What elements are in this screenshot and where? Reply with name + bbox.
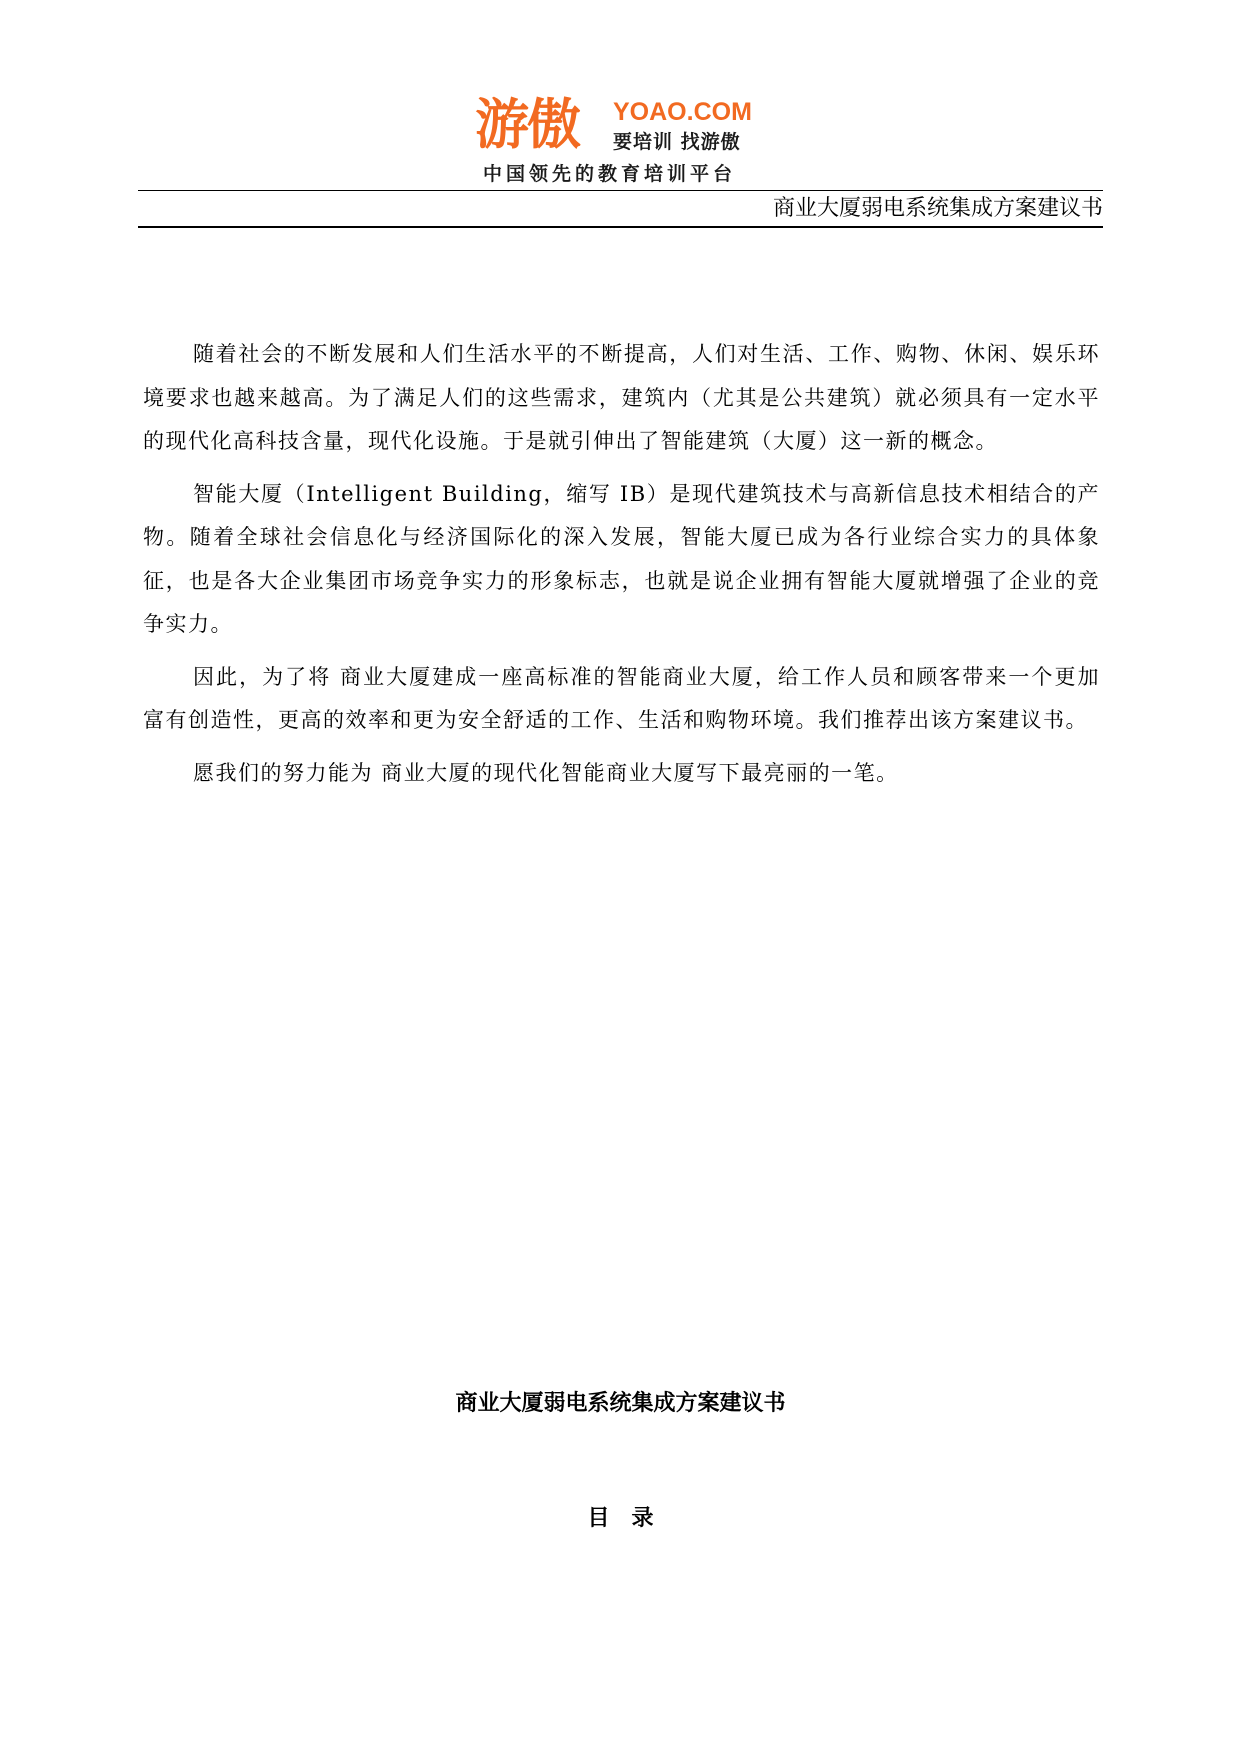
logo-row bbox=[475, 94, 765, 156]
logo-brand-name: 游傲 bbox=[475, 93, 579, 156]
brand-logo bbox=[475, 94, 765, 188]
table-of-contents-heading: 目录 bbox=[587, 1505, 676, 1532]
logo-tagline: 中国领先的教育培训平台 bbox=[483, 163, 737, 185]
paragraph-closing: 愿我们的努力能为 商业大厦的现代化智能商业大厦写下最亮丽的一笔。 bbox=[193, 760, 899, 785]
running-header-title: 商业大厦弱电系统集成方案建议书 bbox=[772, 196, 1103, 221]
paragraph-purpose: 因此，为了将 商业大厦建成一座高标准的智能商业大厦，给工作人员和顾客带来一个更加富有创造性，更高的效率和更为安全舒适的工作、生活和购物环境。我们推荐出该方案建议书。 bbox=[143, 664, 1100, 732]
header-rule-top bbox=[138, 190, 1103, 191]
logo-slogan: 要培训 找游傲 bbox=[613, 131, 741, 153]
header-rule-bottom bbox=[138, 226, 1103, 228]
paragraph-intro: 随着社会的不断发展和人们生活水平的不断提高，人们对生活、工作、购物、休闲、娱乐环境要求也越来越高。为了满足人们的这些需求，建筑内（尤其是公共建筑）就必须具有一定水平的现代化高科技含量，现代化设施。于是就引伸出了智能建筑（大厦）这一新的概念。 bbox=[143, 342, 1100, 453]
document-title: 商业大厦弱电系统集成方案建议书 bbox=[455, 1389, 786, 1416]
paragraph-intelligent-building: 智能大厦（Intelligent Building，缩写 IB）是现代建筑技术与高新信息技术相结合的产物。随着全球社会信息化与经济国际化的深入发展，智能大厦已成为各行业综合实力的具体象征，也是各大企业集团市场竞争实力的形象标志，也就是说企业拥有智能大厦就增强了企业的竞争实力。 bbox=[143, 481, 1100, 636]
body-text bbox=[143, 333, 1100, 804]
logo-domain: YOAO.COM bbox=[613, 98, 752, 126]
